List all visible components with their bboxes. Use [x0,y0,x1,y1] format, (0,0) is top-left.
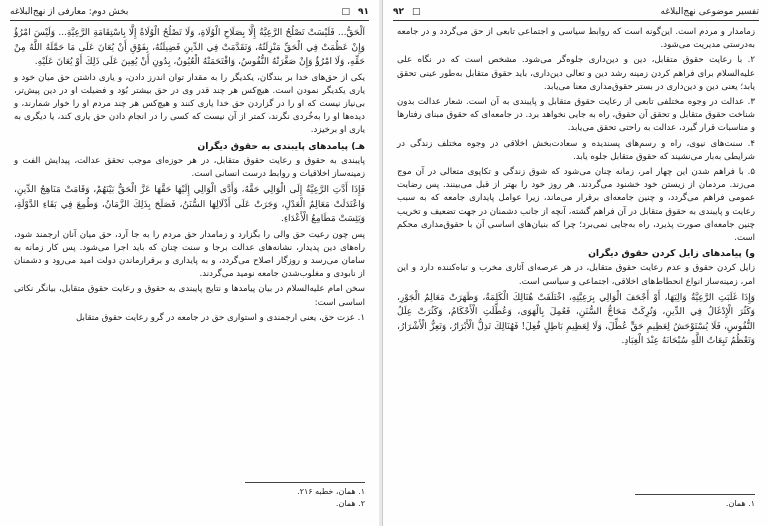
right-page-number: ۹۲ [393,7,404,17]
right-footnotes [397,494,755,510]
arabic-quote-neglect: وَإِذَا غَلَبَتِ الرَّعِيَّةُ وَالِيَهَا، أَوْ أَجْحَفَ الْوَالِي بِرَعِيَّتِهِ، اخْتَلَفَتْ هُنَالِكَ الْكَلِمَةُ، وَظَهَرَتْ مَعَالِمُ الْجَوْرِ، وَكَثُرَ الْإِدْغَالُ فِي الدِّينِ، وَتُرِكَتْ مَحَاجُّ السُّنَنِ، فَعُمِلَ بِالْهَوَى، وَعُطِّلَتِ الْأَحْكَامُ، وَكَثُرَتْ عِلَلُ النُّفُوسِ، فَلَا يُسْتَوْحَشُ لِعَظِيمِ حَقٍّ عُطِّلَ، وَلَا لِعَظِيمِ بَاطِلٍ فُعِلَ! فَهُنَالِكَ تَذِلُّ الْأَبْرَارُ، وَتَعِزُّ الْأَشْرَارُ، وَتَعْظُمُ تَبِعَاتُ اللَّهِ سُبْحَانَهُ عِنْدَ الْعِبَادِ. [397,292,756,347]
list-item-1: ۱. عزت حق، یعنی ارجمندی و استواری حق در جامعه در گرو رعایت حقوق متقابل [75,312,365,323]
translation-paragraph-2: پس چون رعیت حق والی را بگزارد و زمامدار حق مردم را به جا آرد، حق میان آنان ارجمند شود، راه‌های دین پدیدار، نشانه‌های عدالت برجا و سنت چنان که باید اجرا می‌شود. پس کار زمانه به سامان می‌رسد و روزگار اصلاح می‌گردد، و به پایداری و برقرارماندن دولت امید می‌رود و دشمنان از نابودی و مغلوب‌شدن جامعه نومید می‌گردند. [14,229,365,280]
footnote-2: ۲. همان. [335,499,365,508]
list-item-4: ۴. سنت‌های نیوی، راه و رسم‌های پسندیده و سعادت‌بخش اخلاقی در وجوه مختلف زندگی در شرایطی به‌بار می‌نشیند که حقوق متقابل جلوه یابد. [397,138,755,162]
right-running-title: تفسیر موضوعی نهج‌البلاغه [660,7,759,17]
arabic-quote-top: اَلْحَقُّ... فَلَيْسَتْ تَصْلُحُ الرَّعِيَّةُ إِلَّا بِصَلَاحِ الْوُلَاةِ، وَلَا تَصْلُحُ الْوُلَاةُ إِلَّا بِاسْتِقَامَةِ الرَّعِيَّةِ... وَلَيْسَ امْرُؤٌ وَإِنْ عَظُمَتْ فِي الْحَقِّ مَنْزِلَتُهُ، وَتَقَدَّمَتْ فِي الدِّينِ فَضِيلَتُهُ، بِفَوْقِ أَنْ يُعَانَ عَلَى مَا حَمَّلَهُ اللَّهُ مِنْ حَقِّهِ، وَلَا امْرُؤٌ وَإِنْ صَغَّرَتْهُ النُّفُوسُ، وَاقْتَحَمَتْهُ الْعُيُونُ، بِدُونِ أَنْ يُعِينَ عَلَى ذَلِكَ أَوْ يُعَانَ عَلَيْهِ. [14,28,365,67]
left-footnotes [14,482,365,510]
list-item-5: ۵. با فراهم شدن این چهار امر، زمانه چنان می‌شود که شوق زندگی و تکاپوی متعالی در آن موج می‌زند. مردمان از زیستن خود خشنود می‌گردند. هر روز خود را بهتر از قبل می‌بینند. پس رضایت عمومی فراهم می‌گردد، و چنین جامعه‌ای برقرار می‌ماند، زیرا عوامل پایداری جامعه که به سبب رعایت و پایبندی به حقوق متقابل در آن فراهم گشته، آنچه از جانب دشمنان در جهت تضعیف و تخریب چنین جامعه‌ای صورت پذیرد، راه به‌جایی نمی‌برد؛ چرا که بنیان‌های اساسی آن با حقوق‌مداری محکم است. [397,167,755,244]
paragraph-imam-statement: سخن امام علیه‌السلام در بیان پیامدها و نتایج پایبندی به حقوق و رعایت حقوق متقابل، بیانگر نکاتی اساسی است: [14,284,365,308]
footnote-1: ۱. همان، خطبه ۲۱۶. [297,487,365,496]
footnote-rule [635,494,755,495]
section-heading-h: هـ) پیامدهای پایبندی به حقوق دیگران [197,140,365,152]
section-heading-v: و) پیامدهای زایل کردن حقوق دیگران [588,248,755,260]
header-box-icon: □ [341,7,350,17]
list-item-3: ۳. عدالت در وجوه مختلفی تابعی از رعایت حقوق متقابل و پایبندی به آن است. شعار عدالت بدون شناخت حقوق متقابل و تحقق آن حقوق، راه به جایی نخواهد برد. در جامعه‌ای که حقوق مبنای رفتارها و مناسبات قرار گیرد، عدالت به راحتی تحقق می‌یابد. [397,97,755,134]
right-page-body [397,26,755,351]
left-running-title: بخش دوم: معارفی از نهج‌البلاغه [10,7,129,17]
paragraph-neglect: زایل کردن حقوق و عدم رعایت حقوق متقابل، در هر عرصه‌ای آثاری مخرب و تباه‌کننده دارد و این امر، زمینه‌ساز انواع انحطاط‌های اخلاقی، اجتماعی و سیاسی است. [397,263,755,287]
translation-paragraph: یکی از حق‌های خدا بر بندگان، یکدیگر را به مقدار توان اندرز دادن، و یاری داشتن حق میان خود و یاری یکدیگر نمودن است. هیچ‌کس هر چند قدر وی در حق بیشتر بُوَد و فضیلت او در دین پیش‌تر، بی‌نیاز نیست که او را در گزاردن حق خدا یاری کنند و هیچ‌کس هر چند مردم او را خوار شمارند، و دیده‌ها او را به‌خُردی نگرند، کمتر از آن نیست که کسی را در انجام دادن حق یاری کند، یا دیگری به یاری او برخیزد. [14,72,365,136]
left-page-header [10,4,369,21]
left-page-number: ۹۱ [358,7,369,17]
left-page-body [14,26,365,327]
paragraph-consequences: پایبندی به حقوق و رعایت حقوق متقابل، در هر حوزه‌ای موجب تحقق عدالت، پیدایش الفت و زمینه‌ساز اخلاقیات و روابط درست انسانی است. [14,155,365,179]
footnote-rule [245,482,365,483]
list-item-2: ۲. با رعایت حقوق متقابل، دین و دین‌داری جلوه‌گر می‌شود. مشخص است که در نگاه علی علیه‌السلام برای فراهم کردن زمینه رشد دین و تعالی دین‌داری، باید حقوق متقابل به‌طور عینی تحقق یابد؛ یعنی دین و دین‌داری در بستر حقوق‌مداری معنا می‌یابد. [397,55,755,92]
arabic-quote-rights: فَإِذَا أَدَّتِ الرَّعِيَّةُ إِلَى الْوَالِي حَقَّهُ، وَأَدَّى الْوَالِي إِلَيْهَا حَقَّهَا عَزَّ الْحَقُّ بَيْنَهُمْ، وَقَامَتْ مَنَاهِجُ الدِّينِ، وَاعْتَدَلَتْ مَعَالِمُ الْعَدْلِ، وَجَرَتْ عَلَى أَذْلَالِهَا السُّنَنُ، فَصَلَحَ بِذَلِكَ الزَّمَانُ، وَطُمِعَ فِي بَقَاءِ الدَّوْلَةِ، وَيَئِسَتْ مَطَامِعُ الْأَعْدَاءِ. [14,185,365,225]
footnote-1: ۱. همان. [725,499,755,508]
left-page [0,0,380,526]
right-page-header [393,4,759,21]
header-box-icon: □ [412,7,421,17]
paragraph-continuation: زمامدار و مردم است. این‌گونه است که روابط سیاسی و اجتماعی تابعی از حق می‌گردد و در جامعه به‌درستی مدیریت می‌شود. [397,27,755,51]
right-page [382,0,768,526]
